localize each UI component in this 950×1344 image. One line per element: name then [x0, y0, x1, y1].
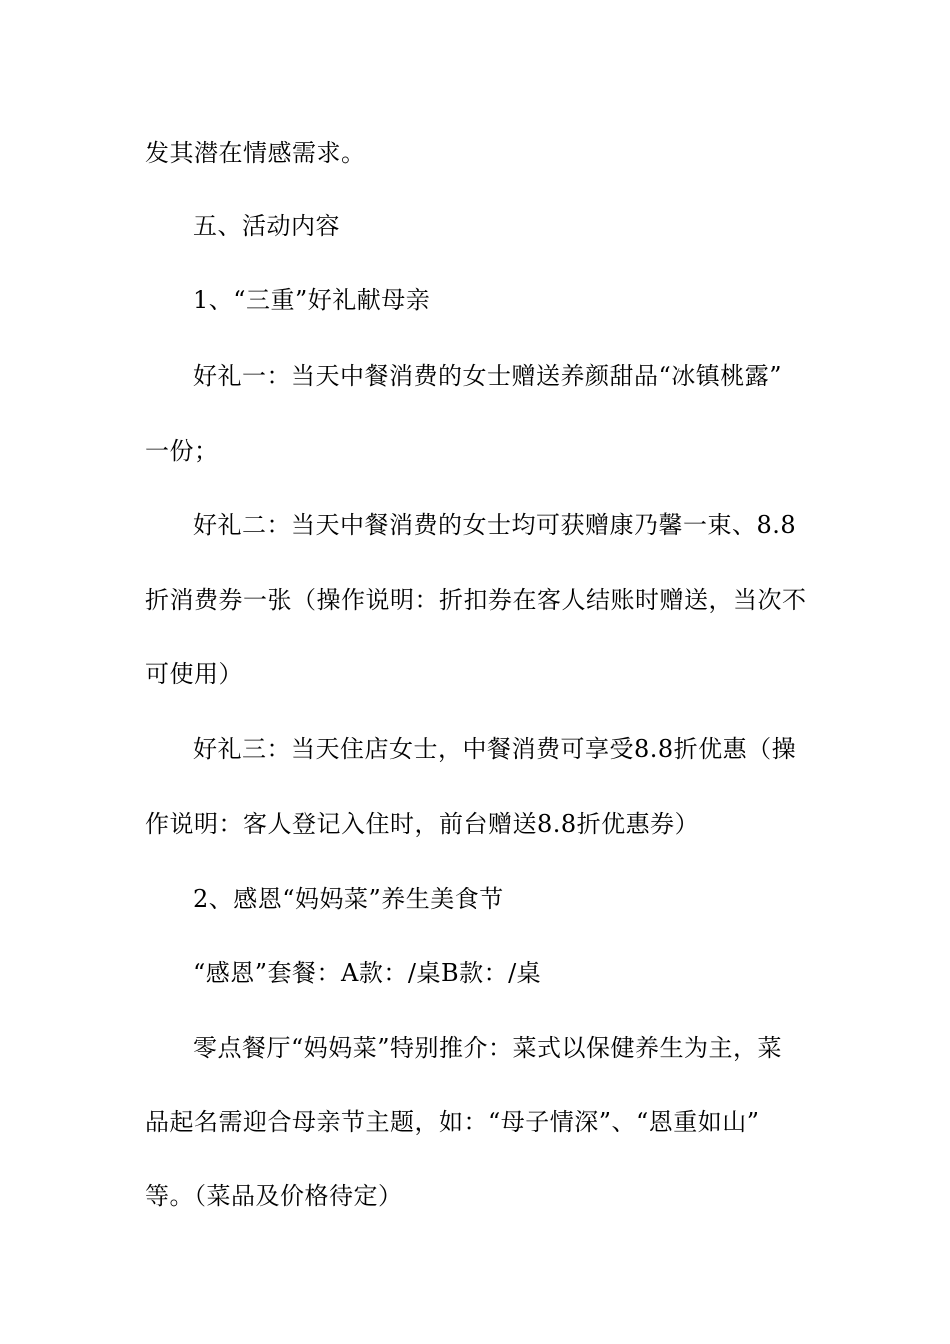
paragraph-line: 品起名需迎合母亲节主题，如：“母子情深”、“恩重如山” — [145, 1108, 760, 1136]
paragraph-line: 一份； — [145, 437, 219, 465]
paragraph-line: 发其潜在情感需求。 — [145, 139, 366, 167]
paragraph-line: “感恩”套餐：A款：/桌B款：/桌 — [193, 959, 542, 987]
paragraph-line: 折消费券一张（操作说明：折扣券在客人结账时赠送，当次不 — [145, 586, 807, 614]
subsection-heading: 2、感恩“妈妈菜”养生美食节 — [193, 885, 504, 913]
paragraph-line: 零点餐厅“妈妈菜”特别推介：菜式以保健养生为主，菜 — [193, 1034, 783, 1062]
paragraph-line: 可使用） — [145, 660, 243, 688]
paragraph-line: 等。（菜品及价格待定） — [145, 1182, 403, 1210]
section-heading: 五、活动内容 — [193, 212, 340, 240]
paragraph-line: 好礼三：当天住店女士，中餐消费可享受8.8折优惠（操 — [193, 735, 797, 763]
subsection-heading: 1、“三重”好礼献母亲 — [193, 286, 431, 314]
paragraph-line: 好礼二：当天中餐消费的女士均可获赠康乃馨一束、8.8 — [193, 511, 797, 539]
paragraph-line: 作说明：客人登记入住时，前台赠送8.8折优惠券） — [145, 810, 700, 838]
paragraph-line: 好礼一：当天中餐消费的女士赠送养颜甜品“冰镇桃露” — [193, 362, 783, 390]
